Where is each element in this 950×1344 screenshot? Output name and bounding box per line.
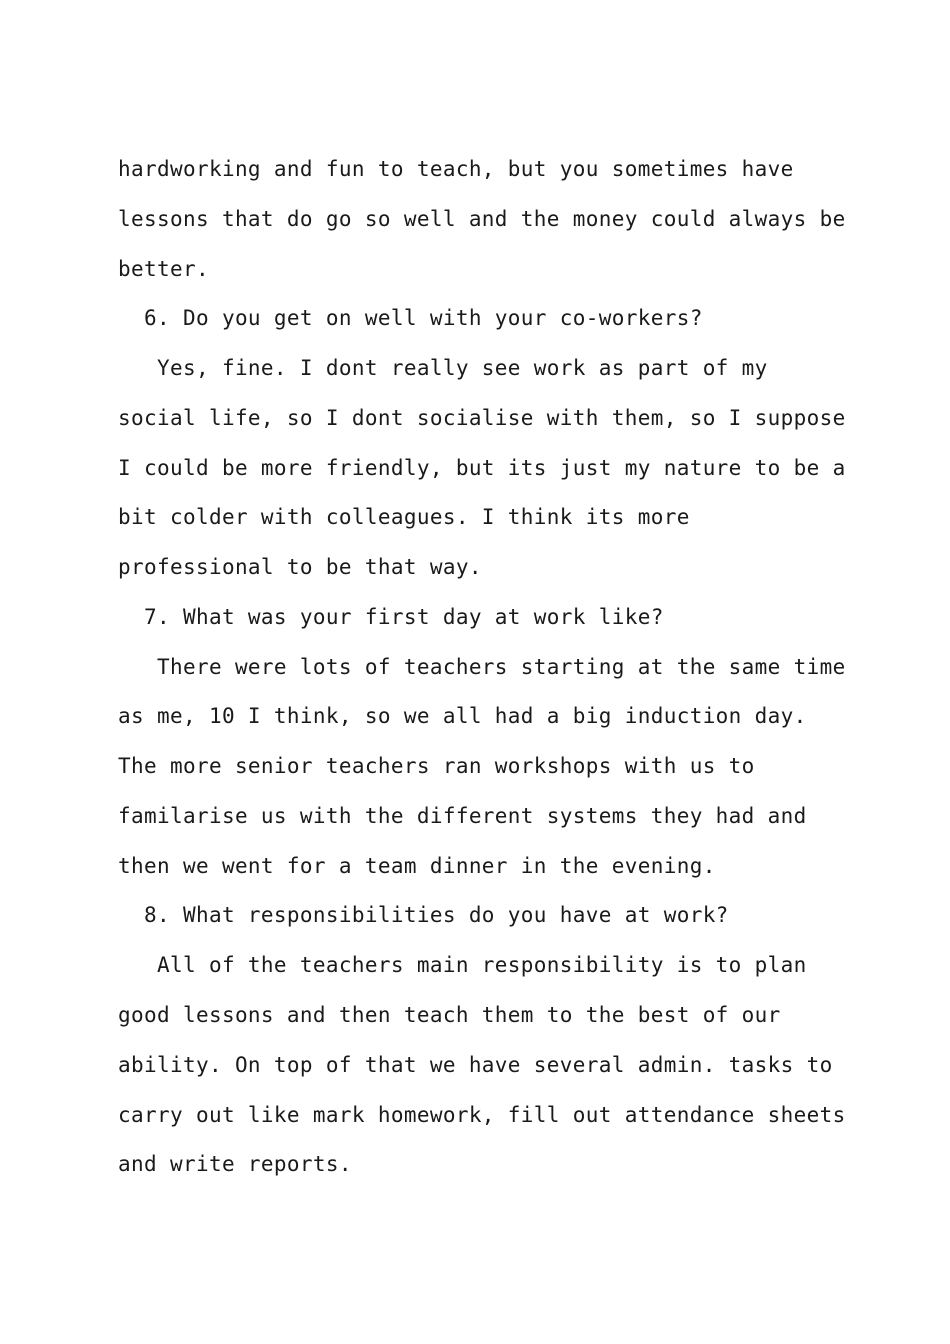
answer-7-line: then we went for a team dinner in the evening. — [118, 854, 716, 878]
body-text-line: lessons that do go so well and the money could always be — [118, 207, 846, 231]
answer-7-line: as me, 10 I think, so we all had a big induction day. — [118, 704, 807, 728]
answer-8-line: good lessons and then teach them to the best of our — [118, 1003, 781, 1027]
answer-8-line: All of the teachers main responsibility is to plan — [118, 953, 807, 977]
body-text-line: hardworking and fun to teach, but you sometimes have — [118, 157, 794, 181]
answer-6-line: bit colder with colleagues. I think its more — [118, 505, 690, 529]
answer-6-line: I could be more friendly, but its just my nature to be a — [118, 456, 846, 480]
question-6: 6. Do you get on well with your co-workers? — [118, 306, 703, 330]
answer-6-line: Yes, fine. I dont really see work as part of my — [118, 356, 768, 380]
answer-7-line: familarise us with the different systems they had and — [118, 804, 807, 828]
answer-8-line: and write reports. — [118, 1152, 352, 1176]
answer-8-line: ability. On top of that we have several admin. tasks to — [118, 1053, 833, 1077]
answer-8-line: carry out like mark homework, fill out attendance sheets — [118, 1103, 846, 1127]
body-text-line: better. — [118, 257, 209, 281]
answer-7-line: The more senior teachers ran workshops with us to — [118, 754, 755, 778]
answer-6-line: professional to be that way. — [118, 555, 482, 579]
answer-6-line: social life, so I dont socialise with them, so I suppose — [118, 406, 846, 430]
question-7: 7. What was your first day at work like? — [118, 605, 664, 629]
question-8: 8. What responsibilities do you have at work? — [118, 903, 729, 927]
answer-7-line: There were lots of teachers starting at the same time — [118, 655, 846, 679]
